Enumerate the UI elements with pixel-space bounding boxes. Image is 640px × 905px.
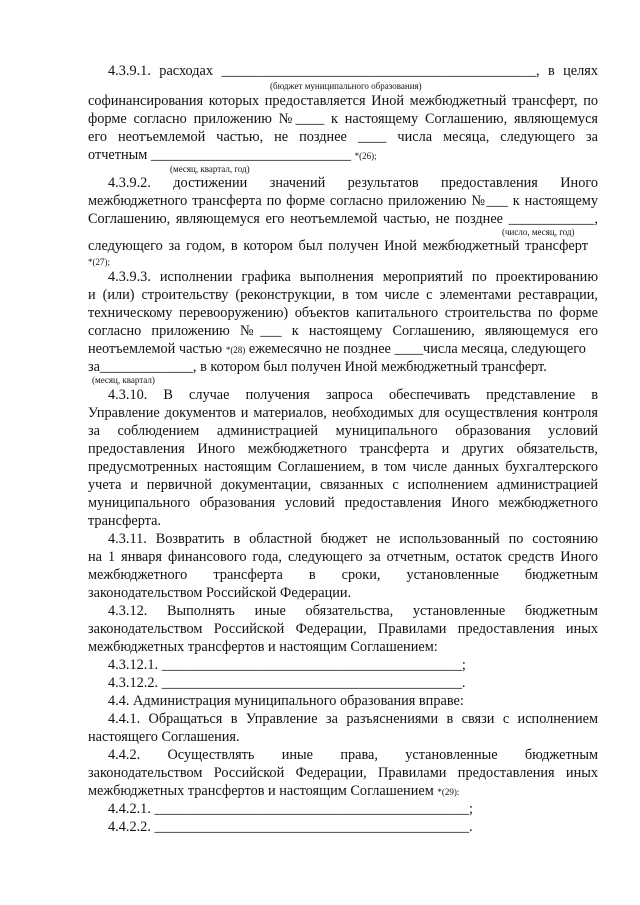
para-4311-line1: 4.3.11. Возвратить в областной бюджет не использованный по состоянию: [108, 531, 598, 547]
para-4310-line7: муниципального образования условий предоставления Иного межбюджетного: [88, 495, 598, 511]
para-4310-line3: за соблюдением администрацией муниципального образования условий: [88, 423, 598, 439]
para-4391-line3: форме согласно приложению №____ к настоящему Соглашению, являющемуся: [88, 111, 598, 127]
para-4391-line5: [88, 146, 598, 165]
para-4310-line1: 4.3.10. В случае получения запроса обеспечивать представление в: [108, 387, 598, 403]
item-43121: 4.3.12.1. __________________________________________;: [108, 657, 466, 673]
para-442-line3-text: межбюджетных трансфертов и настоящим Соглашением: [88, 783, 434, 799]
para-4391-line4: его неотъемлемой частью, не позднее ____ числа месяца, следующего за: [88, 129, 598, 145]
para-4311-line4: законодательством Российской Федерации.: [88, 585, 352, 601]
para-4310-line2: Управление документов и материалов, необходимых для осуществления контроля: [88, 405, 598, 421]
footnote-27: *(27);: [88, 257, 110, 267]
para-4312-line3: межбюджетных трансфертов и настоящим Соглашением:: [88, 639, 438, 655]
para-442-line3: [88, 782, 598, 801]
item-4422: 4.4.2.2. ____________________________________________.: [108, 819, 473, 835]
para-4312-line2: законодательством Российской Федерации, Правилами предоставления иных: [88, 621, 598, 637]
para-4392-line4: следующего за годом, в котором был получен Иной межбюджетный трансферт: [88, 238, 588, 254]
para-4310-line5: предусмотренных настоящим Соглашением, в том числе данных бухгалтерского: [88, 459, 598, 475]
para-4393-line5-a: неотъемлемой частью: [88, 341, 223, 357]
item-43122: 4.3.12.2. __________________________________________.: [108, 675, 466, 691]
para-4392-line3: Соглашению, являющемуся его неотъемлемой частью, не позднее ____________,: [88, 211, 598, 227]
note-day-month-year: (число, месяц, год): [502, 227, 575, 237]
para-44: 4.4. Администрация муниципального образования вправе:: [108, 693, 464, 709]
para-4310-line6: учета и первичной документации, связанных с исполнением администрацией: [88, 477, 598, 493]
para-4391-line5-text: отчетным ____________________________: [88, 147, 352, 163]
note-month-quarter-year: (месяц, квартал, год): [170, 164, 250, 174]
para-441-line1: 4.4.1. Обращаться в Управление за разъяснениями в связи с исполнением: [108, 711, 598, 727]
para-4310-line4: предоставления Иного межбюджетного трансферта и других обязательств,: [88, 441, 598, 457]
note-month-quarter: (месяц, квартал): [92, 375, 155, 385]
para-4393-line4: согласно приложению №___ к настоящему Соглашению, являющемуся его: [88, 323, 598, 339]
footnote-26: *(26);: [354, 151, 377, 161]
para-4312-line1: 4.3.12. Выполнять иные обязательства, установленные бюджетным: [108, 603, 598, 619]
para-442-line2: законодательством Российской Федерации, Правилами предоставления иных: [88, 765, 598, 781]
para-4391-line1: 4.3.9.1. расходах ____________________________________________, в целях: [108, 63, 598, 79]
para-4393-line1: 4.3.9.3. исполнении графика выполнения мероприятий по проектированию: [108, 269, 598, 285]
para-4393-line5-b: ежемесячно не позднее ____числа месяца, следующего: [248, 341, 586, 357]
para-4311-line2: на 1 января финансового года, следующего за отчетным, остаток средств Иного: [88, 549, 598, 565]
para-4310-line8: трансферта.: [88, 513, 161, 529]
para-4392-line2: межбюджетного трансферта по форме согласно приложению №___ к настоящему: [88, 193, 598, 209]
footnote-28: *(28): [225, 345, 246, 355]
para-442-line1: 4.4.2. Осуществлять иные права, установленные бюджетным: [108, 747, 598, 763]
para-4392-line1: 4.3.9.2. достижении значений результатов предоставления Иного: [108, 175, 598, 191]
para-4393-line5: [88, 340, 598, 359]
note-budget: (бюджет муниципального образования): [270, 81, 422, 91]
para-4393-line3: техническому перевооружению) объектов капитального строительства по форме: [88, 305, 598, 321]
para-441-line2: настоящего Соглашения.: [88, 729, 240, 745]
footnote-29: *(29):: [437, 787, 460, 797]
para-4393-line2: и (или) строительству (реконструкции, в том числе с элементами реставрации,: [88, 287, 598, 303]
para-4393-line6: за_____________, в котором был получен Иной межбюджетный трансферт.: [88, 359, 547, 375]
para-4311-line3: межбюджетного трансферта в сроки, установленные бюджетным: [88, 567, 598, 583]
para-4391-line2: софинансирования которых предоставляется Иной межбюджетный трансферт, по: [88, 93, 598, 109]
item-4421: 4.4.2.1. ____________________________________________;: [108, 801, 473, 817]
